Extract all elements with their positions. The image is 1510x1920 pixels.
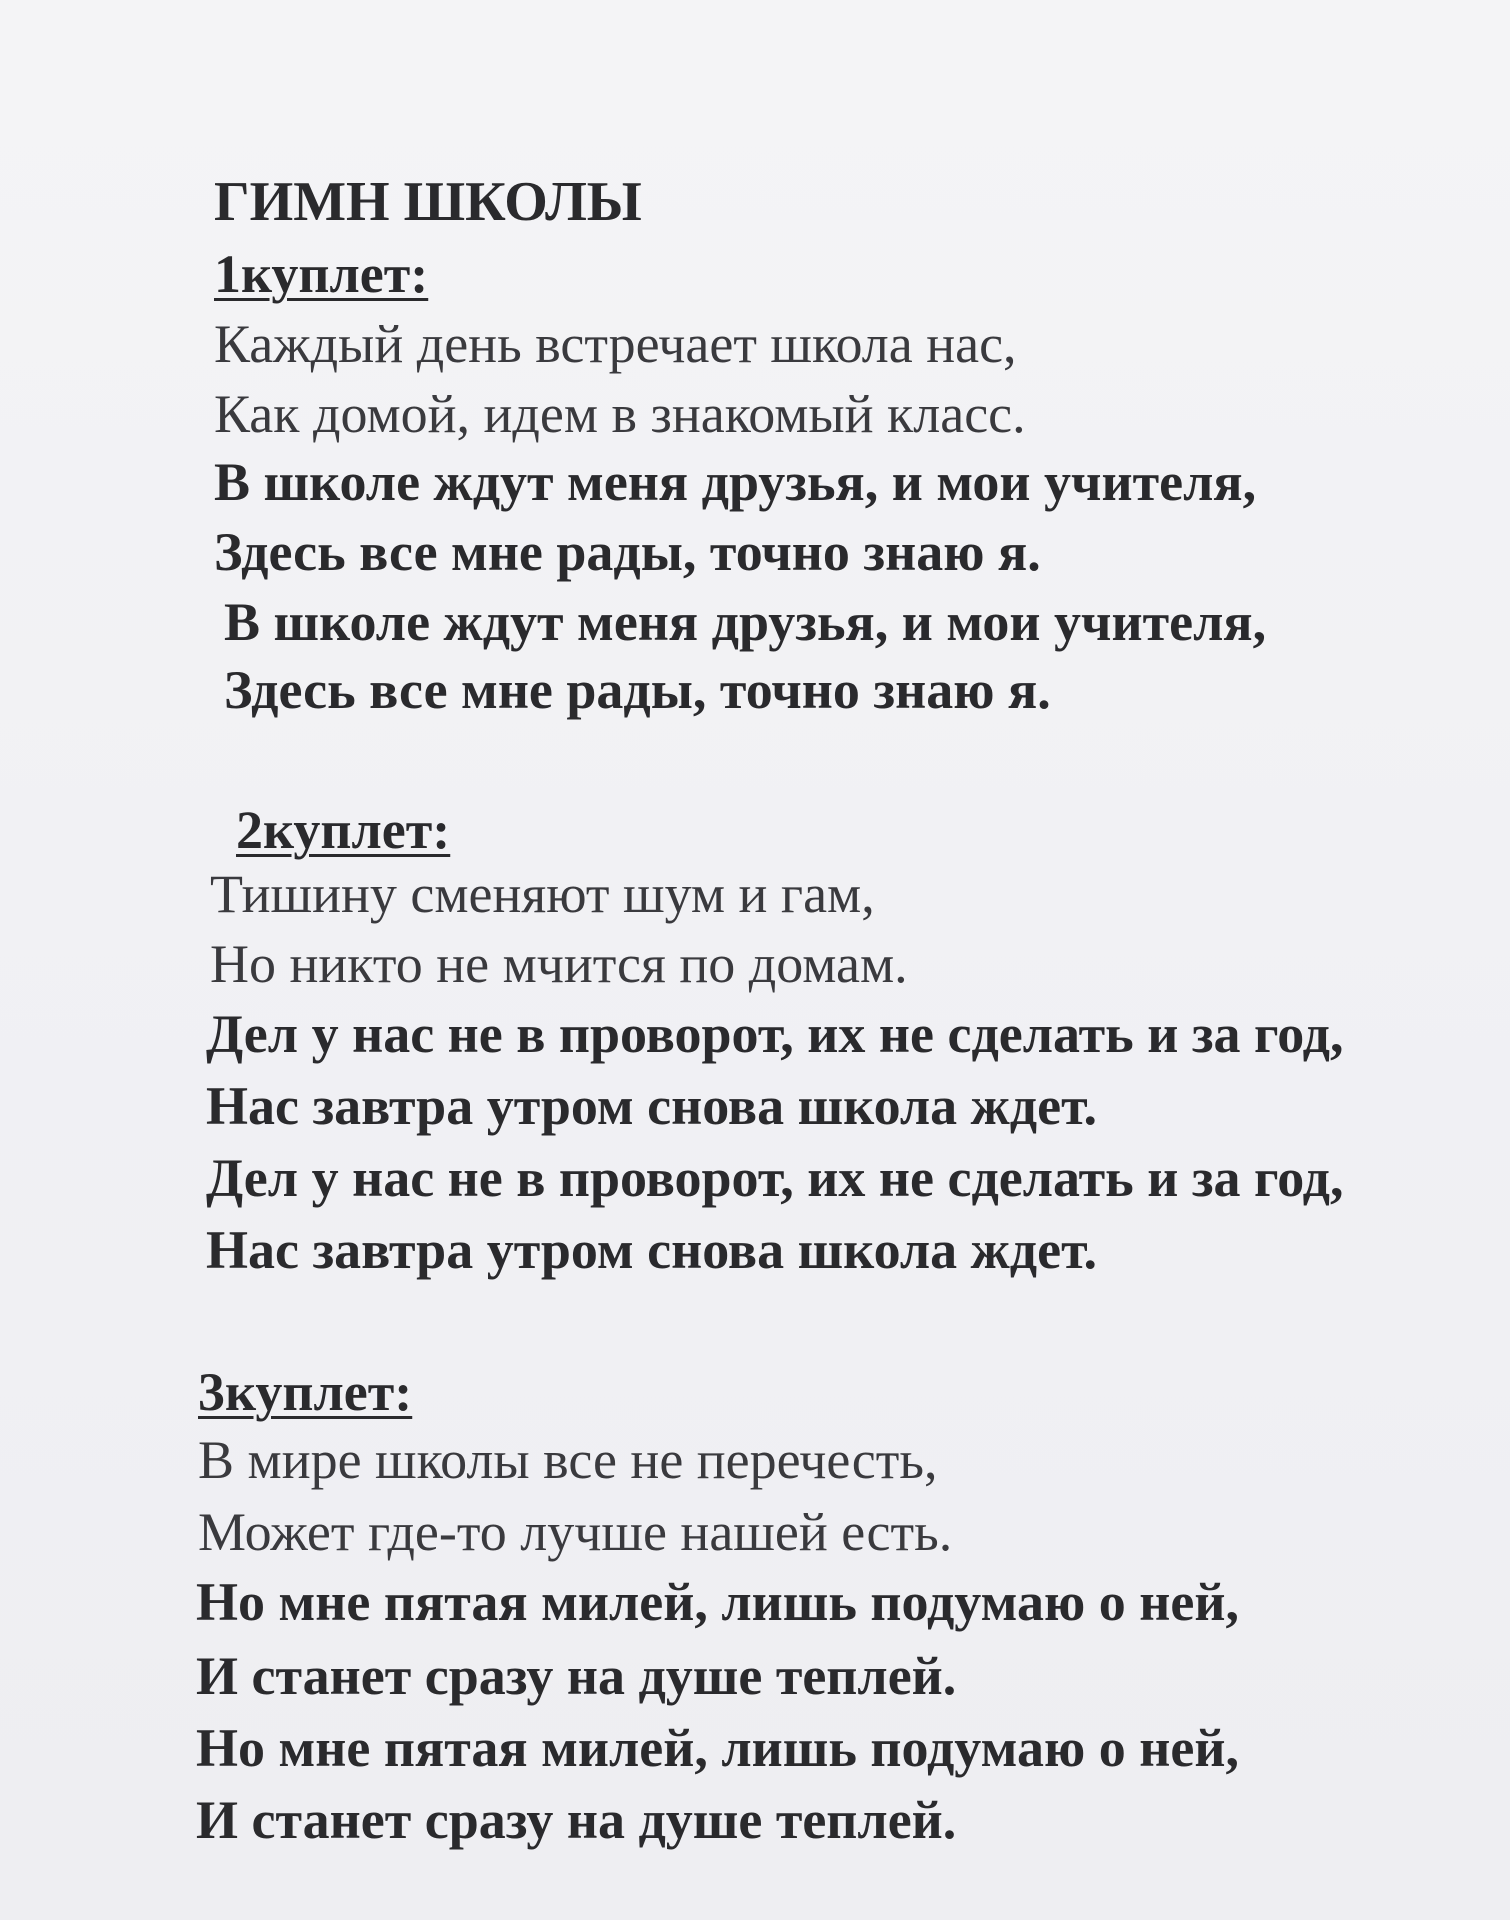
verse-3-heading: 3куплет: [198,1362,413,1422]
verse-1-line-6: Здесь все мне рады, точно знаю я. [224,660,1051,720]
verse-1-line-1: Каждый день встречает школа нас, [214,314,1017,374]
verse-3-line-5: Но мне пятая милей, лишь подумаю о ней, [196,1718,1239,1778]
verse-2-heading: 2куплет: [236,800,451,860]
verse-3-line-1: В мире школы все не перечесть, [198,1430,938,1490]
verse-2-line-6: Нас завтра утром снова школа ждет. [206,1220,1098,1280]
verse-1-line-4: Здесь все мне рады, точно знаю я. [214,522,1041,582]
verse-3-line-2: Может где-то лучше нашей есть. [198,1502,953,1562]
verse-1-heading: 1куплет: [214,244,429,304]
verse-2-line-5: Дел у нас не в проворот, их не сделать и за год, [206,1148,1344,1208]
verse-1-line-5: В школе ждут меня друзья, и мои учителя, [224,592,1267,652]
verse-1-line-3: В школе ждут меня друзья, и мои учителя, [214,452,1257,512]
verse-3-line-4: И станет сразу на душе теплей. [196,1646,957,1706]
verse-2-line-4: Нас завтра утром снова школа ждет. [206,1076,1098,1136]
verse-2-line-1: Тишину сменяют шум и гам, [210,864,875,924]
verse-3-line-3: Но мне пятая милей, лишь подумаю о ней, [196,1572,1239,1632]
page-title: ГИМН ШКОЛЫ [214,171,642,233]
verse-2-line-2: Но никто не мчится по домам. [210,934,908,994]
verse-2-line-3: Дел у нас не в проворот, их не сделать и за год, [206,1004,1344,1064]
verse-3-line-6: И станет сразу на душе теплей. [196,1790,957,1850]
verse-1-line-2: Как домой, идем в знакомый класс. [214,384,1026,444]
